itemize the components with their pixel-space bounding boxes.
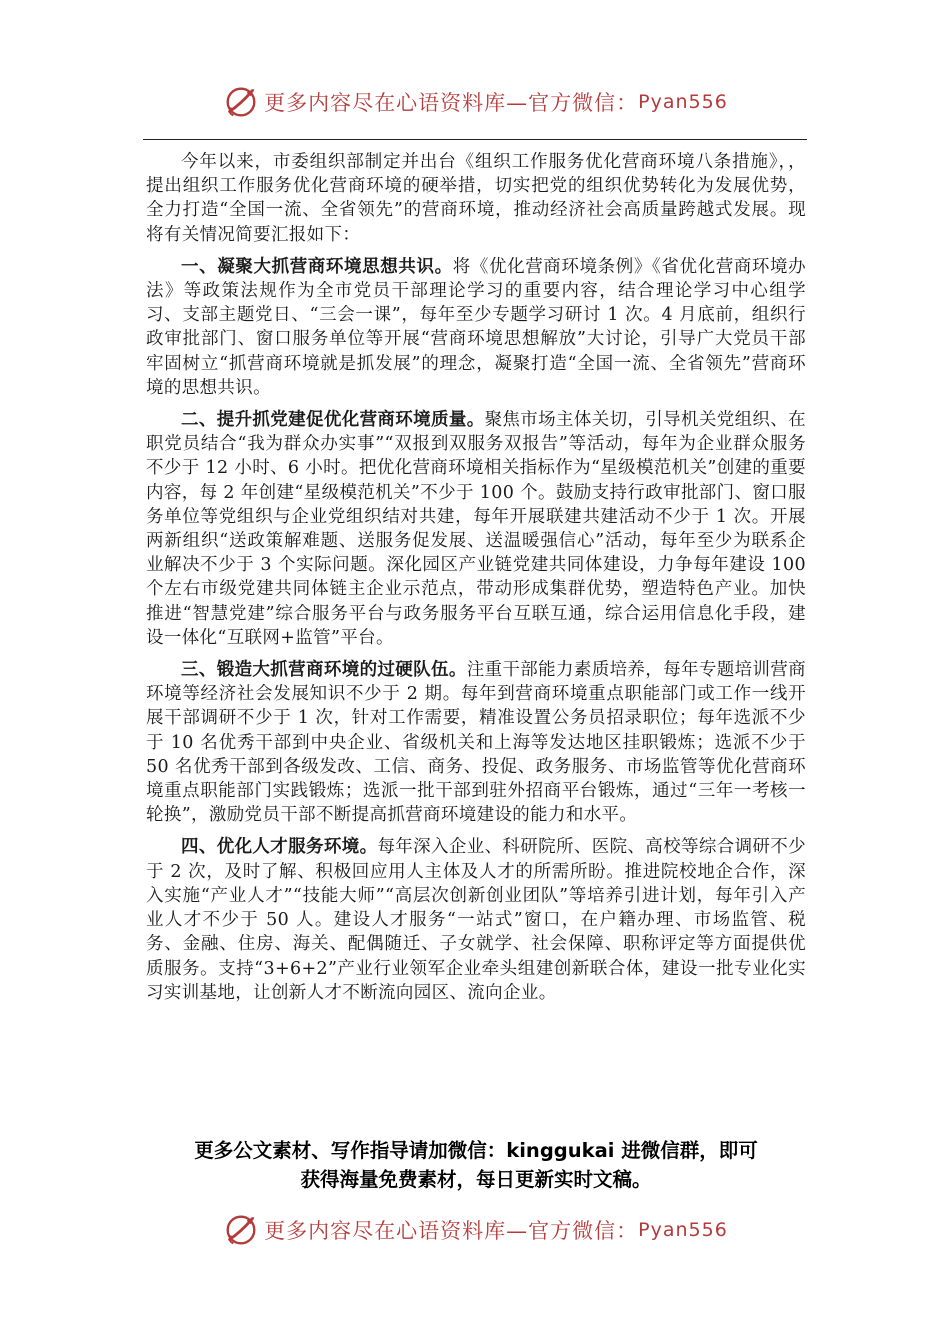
promo-line-2: 获得海量免费素材，每日更新实时文稿。	[300, 1168, 652, 1191]
pen-scroll-icon	[222, 1211, 260, 1249]
section-heading: 二、提升抓党建促优化营商环境质量。	[181, 410, 485, 431]
promo-callout	[146, 1136, 806, 1194]
intro-paragraph: 今年以来，市委组织部制定并出台《组织工作服务优化营商环境八条措施》，，提出组织工作服务优化营商环境的硬举措，切实把党的组织优势转化为发展优势，全力打造“全国一流、全省领先”的营商环境，推动经济社会高质量跨越式发展。现将有关情况简要汇报如下：	[146, 152, 806, 245]
section-heading: 四、优化人才服务环境。	[181, 837, 378, 858]
header-banner	[0, 80, 950, 124]
banner-text: 更多内容尽在心语资料库—官方微信：	[264, 91, 639, 115]
section-paragraph	[146, 255, 806, 400]
footer-banner	[0, 1208, 950, 1252]
document-body	[146, 150, 806, 1013]
section-paragraph	[146, 658, 806, 827]
section-paragraph	[146, 408, 806, 650]
section-text: 注重干部能力素质培养，每年专题培训营商环境等经济社会发展知识不少于 2 期。每年到营商环境重点职能部门或工作一线开展干部调研不少于 1 次，针对工作需要，精准设置公务员招录职位；每年选派不少于 10 名优秀干部到中央企业、省级机关和上海等发达地区挂职锻炼；选派不少于 50 名优秀干部到各级发改、工信、商务、投促、政务服务、市场监管等优化营商环境重点职能部门实践锻炼；选派一批干部到驻外招商平台锻炼，通过“三年一考核一轮换”，激励党员干部不断提高抓营商环境建设的能力和水平。	[146, 660, 806, 826]
banner-text: 更多内容尽在心语资料库—官方微信：	[264, 1219, 639, 1243]
section-text: 每年深入企业、科研院所、医院、高校等综合调研不少于 2 次，及时了解、积极回应用人主体及人才的所需所盼。推进院校地企合作，深入实施“产业人才”“技能大师”“高层次创新创业团队”等培养引进计划，每年引入产业人才不少于 50 人。建设人才服务“一站式”窗口，在户籍办理、市场监管、税务、金融、住房、海关、配偶随迁、子女就学、社会保障、职称评定等方面提供优质服务。支持“3+6+2”产业行业领军企业牵头组建创新联合体，建设一批专业化实习实训基地，让创新人才不断流向园区、流向企业。	[146, 837, 806, 1003]
promo-line-1: 更多公文素材、写作指导请加微信：kinggukai 进微信群，即可	[194, 1139, 758, 1162]
header-divider	[143, 139, 807, 140]
section-heading: 三、锻造大抓营商环境的过硬队伍。	[181, 660, 467, 681]
section-text: 聚焦市场主体关切，引导机关党组织、在职党员结合“我为群众办实事”“双报到双服务双报告”等活动，每年为企业群众服务不少于 12 小时、6 小时。把优化营商环境相关指标作为“星级模范机关”创建的重要内容，每 2 年创建“星级模范机关”不少于 100 个。鼓励支持行政审批部门、窗口服务单位等党组织与企业党组织结对共建，每年开展联建共建活动不少于 1 次。开展两新组织“送政策解难题、送服务促发展、送温暖强信心”活动，每年至少为联系企业解决不少于 3 个实际问题。深化园区产业链党建共同体建设，力争每年建设 100 个左右市级党建共同体链主企业示范点，带动形成集群优势，塑造特色产业。加快推进“智慧党建”综合服务平台与政务服务平台互联互通，综合运用信息化手段，建设一体化“互联网+监管”平台。	[146, 410, 806, 648]
section-paragraph	[146, 835, 806, 1004]
section-heading: 一、凝聚大抓营商环境思想共识。	[181, 256, 453, 277]
banner-wechat-id: Pyan556	[638, 91, 728, 113]
section-text: 将《优化营商环境条例》《省优化营商环境办法》等政策法规作为全市党员干部理论学习的重要内容，结合理论学习中心组学习、支部主题党日、“三会一课”，每年至少专题学习研讨 1 次。4 月底前，组织行政审批部门、窗口服务单位等开展“营商环境思想解放”大讨论，引导广大党员干部牢固树立“抓营商环境就是抓发展”的理念，凝聚打造“全国一流、全省领先”营商环境的思想共识。	[146, 256, 807, 398]
banner-wechat-id: Pyan556	[638, 1219, 728, 1241]
pen-scroll-icon	[222, 83, 260, 121]
